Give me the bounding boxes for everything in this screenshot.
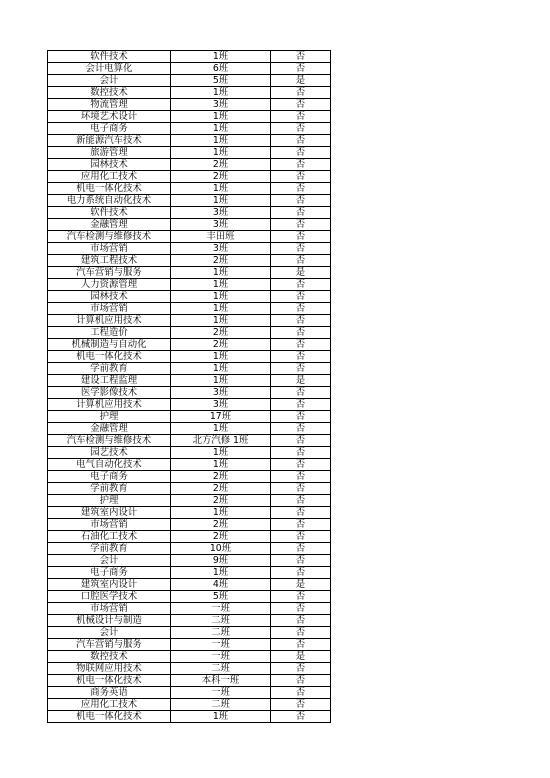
table-row (48, 375, 331, 387)
flag-cell[interactable]: 否 (271, 543, 331, 555)
table-row (48, 171, 331, 183)
class-cell[interactable]: 二班 (171, 663, 271, 675)
table-row (48, 603, 331, 615)
flag-cell[interactable]: 否 (271, 183, 331, 195)
class-cell[interactable]: 10班 (171, 543, 271, 555)
major-cell[interactable]: 数控技术 (48, 87, 171, 99)
major-cell[interactable]: 应用化工技术 (48, 699, 171, 711)
table-row (48, 471, 331, 483)
table-row (48, 255, 331, 267)
flag-cell[interactable]: 否 (271, 519, 331, 531)
class-cell[interactable]: 1班 (171, 363, 271, 375)
flag-cell[interactable]: 否 (271, 627, 331, 639)
class-cell[interactable]: 2班 (171, 339, 271, 351)
major-cell[interactable]: 电力系统自动化技术 (48, 195, 171, 207)
class-cell[interactable]: 1班 (171, 423, 271, 435)
table-row (48, 75, 331, 87)
flag-cell[interactable]: 否 (271, 243, 331, 255)
table-row (48, 87, 331, 99)
class-cell[interactable]: 1班 (171, 375, 271, 387)
major-cell[interactable]: 护理 (48, 495, 171, 507)
major-cell[interactable]: 汽车检测与维修技术 (48, 435, 171, 447)
major-cell[interactable]: 学前教育 (48, 483, 171, 495)
flag-cell[interactable]: 否 (271, 123, 331, 135)
major-cell[interactable]: 建设工程监理 (48, 375, 171, 387)
class-cell[interactable]: 3班 (171, 219, 271, 231)
table-row (48, 447, 331, 459)
flag-cell[interactable]: 否 (271, 399, 331, 411)
table-row (48, 663, 331, 675)
class-cell[interactable]: 本科一班 (171, 675, 271, 687)
class-cell[interactable]: 2班 (171, 483, 271, 495)
table-row (48, 531, 331, 543)
table-row (48, 51, 331, 63)
class-cell[interactable]: 3班 (171, 399, 271, 411)
class-cell[interactable]: 1班 (171, 351, 271, 363)
major-cell[interactable]: 会计 (48, 75, 171, 87)
class-cell[interactable]: 2班 (171, 495, 271, 507)
class-cell[interactable]: 1班 (171, 303, 271, 315)
flag-cell[interactable]: 否 (271, 435, 331, 447)
class-cell[interactable]: 二班 (171, 699, 271, 711)
flag-cell[interactable]: 否 (271, 687, 331, 699)
major-cell[interactable]: 金融管理 (48, 219, 171, 231)
table-row (48, 579, 331, 591)
major-cell[interactable]: 电子商务 (48, 123, 171, 135)
major-cell[interactable]: 电子商务 (48, 471, 171, 483)
flag-cell[interactable]: 否 (271, 87, 331, 99)
table-row (48, 423, 331, 435)
table-row (48, 135, 331, 147)
major-cell[interactable]: 软件技术 (48, 207, 171, 219)
table-row (48, 315, 331, 327)
flag-cell[interactable]: 否 (271, 411, 331, 423)
flag-cell[interactable]: 是 (271, 579, 331, 591)
table-row (48, 639, 331, 651)
flag-cell[interactable]: 否 (271, 351, 331, 363)
major-cell[interactable]: 机械制造与自动化 (48, 339, 171, 351)
class-cell[interactable]: 6班 (171, 63, 271, 75)
class-cell[interactable]: 二班 (171, 627, 271, 639)
major-cell[interactable]: 商务英语 (48, 687, 171, 699)
major-cell[interactable]: 会计电算化 (48, 63, 171, 75)
class-cell[interactable]: 5班 (171, 75, 271, 87)
flag-cell[interactable]: 否 (271, 279, 331, 291)
flag-cell[interactable]: 否 (271, 591, 331, 603)
table-row (48, 507, 331, 519)
class-cell[interactable]: 北方汽修 1班 (171, 435, 271, 447)
flag-cell[interactable]: 否 (271, 339, 331, 351)
major-cell[interactable]: 工程造价 (48, 327, 171, 339)
class-cell[interactable]: 1班 (171, 459, 271, 471)
table-row (48, 303, 331, 315)
table-row (48, 483, 331, 495)
flag-cell[interactable]: 是 (271, 651, 331, 663)
major-cell[interactable]: 会计 (48, 627, 171, 639)
table-row (48, 591, 331, 603)
flag-cell[interactable]: 否 (271, 219, 331, 231)
flag-cell[interactable]: 否 (271, 363, 331, 375)
major-cell[interactable]: 金融管理 (48, 423, 171, 435)
flag-cell[interactable]: 否 (271, 615, 331, 627)
table-row (48, 111, 331, 123)
major-cell[interactable]: 新能源汽车技术 (48, 135, 171, 147)
class-cell[interactable]: 1班 (171, 183, 271, 195)
flag-cell[interactable]: 否 (271, 387, 331, 399)
flag-cell[interactable]: 否 (271, 327, 331, 339)
major-cell[interactable]: 计算机应用技术 (48, 399, 171, 411)
class-cell[interactable]: 2班 (171, 531, 271, 543)
flag-cell[interactable]: 否 (271, 135, 331, 147)
major-cell[interactable]: 学前教育 (48, 543, 171, 555)
class-cell[interactable]: 4班 (171, 579, 271, 591)
class-cell[interactable]: 1班 (171, 135, 271, 147)
flag-cell[interactable]: 否 (271, 459, 331, 471)
table-row (48, 519, 331, 531)
class-cell[interactable]: 一班 (171, 639, 271, 651)
table-row (48, 351, 331, 363)
class-cell[interactable]: 丰田班 (171, 231, 271, 243)
flag-cell[interactable]: 是 (271, 75, 331, 87)
table-row (48, 123, 331, 135)
flag-cell[interactable]: 否 (271, 291, 331, 303)
flag-cell[interactable]: 否 (271, 555, 331, 567)
table-row (48, 219, 331, 231)
major-cell[interactable]: 汽车检测与维修技术 (48, 231, 171, 243)
major-cell[interactable]: 园林技术 (48, 291, 171, 303)
class-cell[interactable]: 1班 (171, 291, 271, 303)
flag-cell[interactable]: 否 (271, 483, 331, 495)
class-cell[interactable]: 2班 (171, 471, 271, 483)
major-cell[interactable]: 学前教育 (48, 363, 171, 375)
class-cell[interactable]: 17班 (171, 411, 271, 423)
major-cell[interactable]: 机电一体化技术 (48, 351, 171, 363)
flag-cell[interactable]: 否 (271, 207, 331, 219)
table-row (48, 207, 331, 219)
major-cell[interactable]: 口腔医学技术 (48, 591, 171, 603)
flag-cell[interactable]: 否 (271, 699, 331, 711)
major-cell[interactable]: 电气自动化技术 (48, 459, 171, 471)
class-cell[interactable]: 1班 (171, 51, 271, 63)
major-cell[interactable]: 园艺技术 (48, 447, 171, 459)
flag-cell[interactable]: 否 (271, 63, 331, 75)
class-list-table (47, 50, 331, 723)
major-cell[interactable]: 石油化工技术 (48, 531, 171, 543)
flag-cell[interactable]: 否 (271, 471, 331, 483)
major-cell[interactable]: 汽车营销与服务 (48, 639, 171, 651)
class-cell[interactable]: 3班 (171, 99, 271, 111)
table-row (48, 615, 331, 627)
major-cell[interactable]: 环境艺术设计 (48, 111, 171, 123)
table-row (48, 627, 331, 639)
flag-cell[interactable]: 否 (271, 663, 331, 675)
major-cell[interactable]: 园林技术 (48, 159, 171, 171)
table-row (48, 291, 331, 303)
spreadsheet-page (47, 50, 331, 723)
flag-cell[interactable]: 否 (271, 447, 331, 459)
flag-cell[interactable]: 否 (271, 507, 331, 519)
class-cell[interactable]: 一班 (171, 603, 271, 615)
class-cell[interactable]: 二班 (171, 615, 271, 627)
major-cell[interactable]: 人力资源管理 (48, 279, 171, 291)
table-row (48, 435, 331, 447)
table-row (48, 231, 331, 243)
flag-cell[interactable]: 否 (271, 567, 331, 579)
major-cell[interactable]: 市场营销 (48, 603, 171, 615)
flag-cell[interactable]: 否 (271, 531, 331, 543)
major-cell[interactable]: 物联网应用技术 (48, 663, 171, 675)
flag-cell[interactable]: 否 (271, 51, 331, 63)
major-cell[interactable]: 医学影像技术 (48, 387, 171, 399)
class-cell[interactable]: 1班 (171, 507, 271, 519)
table-row (48, 147, 331, 159)
major-cell[interactable]: 市场营销 (48, 519, 171, 531)
table-row (48, 267, 331, 279)
class-cell[interactable]: 一班 (171, 687, 271, 699)
table-row (48, 363, 331, 375)
flag-cell[interactable]: 否 (271, 315, 331, 327)
major-cell[interactable]: 软件技术 (48, 51, 171, 63)
flag-cell[interactable]: 否 (271, 495, 331, 507)
table-row (48, 459, 331, 471)
class-cell[interactable]: 5班 (171, 591, 271, 603)
table-row (48, 555, 331, 567)
flag-cell[interactable]: 否 (271, 711, 331, 723)
class-cell[interactable]: 2班 (171, 519, 271, 531)
class-cell[interactable]: 3班 (171, 243, 271, 255)
flag-cell[interactable]: 否 (271, 675, 331, 687)
class-cell[interactable]: 2班 (171, 327, 271, 339)
table-row (48, 327, 331, 339)
class-cell[interactable]: 1班 (171, 87, 271, 99)
flag-cell[interactable]: 否 (271, 147, 331, 159)
table-row (48, 699, 331, 711)
class-cell[interactable]: 3班 (171, 207, 271, 219)
class-cell[interactable]: 1班 (171, 279, 271, 291)
table-row (48, 339, 331, 351)
major-cell[interactable]: 旅游管理 (48, 147, 171, 159)
major-cell[interactable]: 机电一体化技术 (48, 675, 171, 687)
flag-cell[interactable]: 是 (271, 375, 331, 387)
table-row (48, 651, 331, 663)
class-cell[interactable]: 2班 (171, 171, 271, 183)
flag-cell[interactable]: 否 (271, 255, 331, 267)
table-row (48, 387, 331, 399)
major-cell[interactable]: 市场营销 (48, 303, 171, 315)
major-cell[interactable]: 建筑室内设计 (48, 579, 171, 591)
major-cell[interactable]: 物流管理 (48, 99, 171, 111)
flag-cell[interactable]: 否 (271, 231, 331, 243)
flag-cell[interactable]: 否 (271, 639, 331, 651)
class-cell[interactable]: 1班 (171, 567, 271, 579)
flag-cell[interactable]: 否 (271, 99, 331, 111)
class-cell[interactable]: 1班 (171, 447, 271, 459)
major-cell[interactable]: 建筑室内设计 (48, 507, 171, 519)
table-body (48, 51, 331, 723)
major-cell[interactable]: 汽车营销与服务 (48, 267, 171, 279)
class-cell[interactable]: 1班 (171, 711, 271, 723)
class-cell[interactable]: 1班 (171, 267, 271, 279)
table-row (48, 63, 331, 75)
flag-cell[interactable]: 否 (271, 423, 331, 435)
table-row (48, 495, 331, 507)
class-cell[interactable]: 一班 (171, 651, 271, 663)
flag-cell[interactable]: 是 (271, 267, 331, 279)
class-cell[interactable]: 1班 (171, 147, 271, 159)
flag-cell[interactable]: 否 (271, 159, 331, 171)
major-cell[interactable]: 会计 (48, 555, 171, 567)
table-row (48, 543, 331, 555)
major-cell[interactable]: 机械设计与制造 (48, 615, 171, 627)
major-cell[interactable]: 机电一体化技术 (48, 183, 171, 195)
class-cell[interactable]: 1班 (171, 111, 271, 123)
class-cell[interactable]: 1班 (171, 195, 271, 207)
major-cell[interactable]: 市场营销 (48, 243, 171, 255)
class-cell[interactable]: 2班 (171, 159, 271, 171)
major-cell[interactable]: 建筑工程技术 (48, 255, 171, 267)
flag-cell[interactable]: 否 (271, 111, 331, 123)
class-cell[interactable]: 1班 (171, 123, 271, 135)
table-row (48, 243, 331, 255)
major-cell[interactable]: 数控技术 (48, 651, 171, 663)
table-row (48, 399, 331, 411)
class-cell[interactable]: 1班 (171, 315, 271, 327)
table-row (48, 411, 331, 423)
flag-cell[interactable]: 否 (271, 195, 331, 207)
class-cell[interactable]: 9班 (171, 555, 271, 567)
major-cell[interactable]: 机电一体化技术 (48, 711, 171, 723)
major-cell[interactable]: 应用化工技术 (48, 171, 171, 183)
flag-cell[interactable]: 否 (271, 303, 331, 315)
major-cell[interactable]: 电子商务 (48, 567, 171, 579)
table-row (48, 99, 331, 111)
table-row (48, 159, 331, 171)
table-row (48, 687, 331, 699)
major-cell[interactable]: 护理 (48, 411, 171, 423)
table-row (48, 279, 331, 291)
table-row (48, 195, 331, 207)
flag-cell[interactable]: 否 (271, 603, 331, 615)
table-row (48, 567, 331, 579)
table-row (48, 675, 331, 687)
table-row (48, 183, 331, 195)
major-cell[interactable]: 计算机应用技术 (48, 315, 171, 327)
table-row (48, 711, 331, 723)
class-cell[interactable]: 2班 (171, 255, 271, 267)
class-cell[interactable]: 3班 (171, 387, 271, 399)
flag-cell[interactable]: 否 (271, 171, 331, 183)
